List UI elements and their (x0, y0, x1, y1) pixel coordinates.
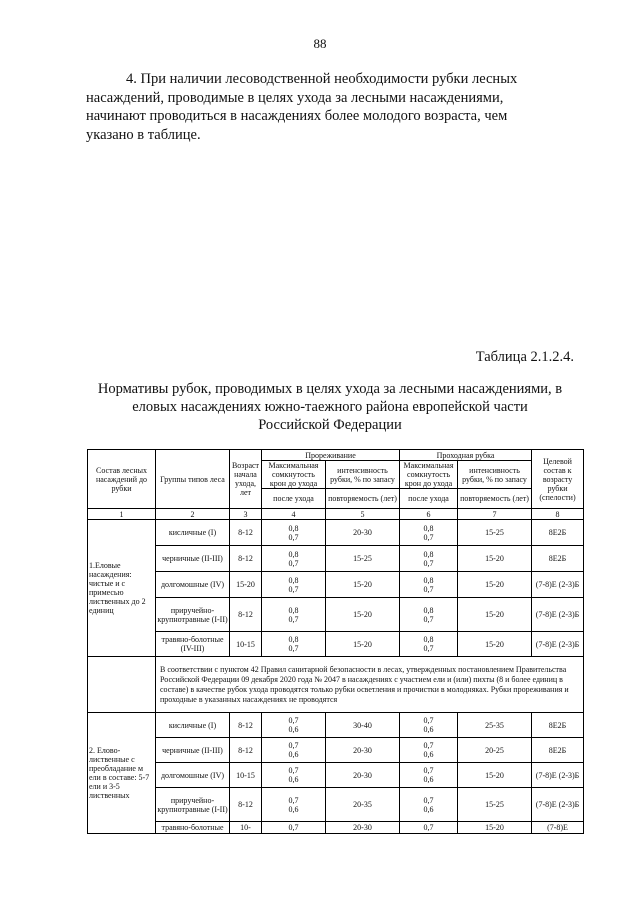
cell-closure: 0,8 0,7 (262, 546, 326, 572)
col-num: 7 (458, 509, 532, 520)
cell-closure: 0,8 0,7 (400, 520, 458, 546)
cell-target: 8Е2Б (532, 520, 584, 546)
cell-age: 8-12 (230, 520, 262, 546)
table-number-label: Таблица 2.1.2.4. (475, 349, 574, 365)
col-num: 5 (326, 509, 400, 520)
col-num: 1 (88, 509, 156, 520)
page-number: 88 (313, 36, 327, 51)
table-row (88, 738, 584, 763)
cell-forest-type: долгомошные (IV) (156, 572, 230, 598)
cell-intensity: 15-20 (326, 632, 400, 657)
cell-closure: 0,7 0,6 (400, 738, 458, 763)
cell-age: 8-12 (230, 713, 262, 738)
cell-closure: 0,8 0,7 (262, 572, 326, 598)
header-after-care: после ухода (400, 489, 458, 509)
cell-intensity: 15-20 (326, 572, 400, 598)
cell-intensity: 20-30 (326, 520, 400, 546)
norms-table (87, 449, 584, 834)
cell-closure: 0,7 0,6 (400, 788, 458, 822)
header-repeat: повторяемость (лет) (458, 489, 532, 509)
cell-closure: 0,8 0,7 (400, 598, 458, 632)
table-row (88, 713, 584, 738)
table-row (88, 520, 584, 546)
cell-age: 8-12 (230, 738, 262, 763)
cell-target: 8Е2Б (532, 738, 584, 763)
regulation-note: В соответствии с пунктом 42 Правил санитарной безопасности в лесах, утвержденных постановлением Правительства Российской Федерации 09 декабря 2020 года № 2047 в насаждениях с участием ели и (или) пихты (8 и более единиц в составе) в качестве рубок ухода проводятся только рубки осветления и прочистки в молодняках. Рубки прореживания и проходные в указанных насаждениях не проводятся (156, 657, 584, 713)
cell-closure: 0,8 0,7 (262, 598, 326, 632)
cell-closure: 0,8 0,7 (400, 572, 458, 598)
cell-closure: 0,7 0,6 (262, 788, 326, 822)
cell-closure: 0,7 0,6 (400, 713, 458, 738)
header-thinning: Прореживание (262, 450, 400, 461)
cell-intensity: 30-40 (326, 713, 400, 738)
header-repeat: повторяемость (лет) (326, 489, 400, 509)
cell-age: 10- (230, 822, 262, 834)
cell-closure: 0,7 (400, 822, 458, 834)
cell-forest-type: кисличные (I) (156, 713, 230, 738)
cell-forest-type: приручейно-крупнотравные (I-II) (156, 788, 230, 822)
cell-intensity: 15-20 (326, 598, 400, 632)
header-intensity: интенсивность рубки, % по запасу (458, 461, 532, 489)
cell-target: (7-8)Е (2-3)Б (532, 632, 584, 657)
cell-forest-type: травяно-болотные (IV-III) (156, 632, 230, 657)
cell-intensity: 15-20 (458, 822, 532, 834)
cell-intensity: 15-20 (458, 546, 532, 572)
cell-age: 10-15 (230, 763, 262, 788)
table-row (88, 763, 584, 788)
cell-age: 8-12 (230, 788, 262, 822)
table-row (88, 598, 584, 632)
empty-cell (88, 657, 156, 713)
table-row (88, 822, 584, 834)
header-max-closure: Максимальная сомкнутость крон до ухода (400, 461, 458, 489)
cell-forest-type: травяно-болотные (156, 822, 230, 834)
group-label: 1.Еловые насаждения: чистые и с примесью лиственных до 2 единиц (88, 520, 156, 657)
cell-forest-type: долгомошные (IV) (156, 763, 230, 788)
cell-age: 8-12 (230, 598, 262, 632)
cell-intensity: 20-30 (326, 763, 400, 788)
cell-age: 10-15 (230, 632, 262, 657)
cell-closure: 0,8 0,7 (400, 632, 458, 657)
header-composition: Состав лесных насаждений до рубки (88, 450, 156, 509)
cell-closure: 0,7 (262, 822, 326, 834)
cell-age: 15-20 (230, 572, 262, 598)
table-title-line: Нормативы рубок, проводимых в целях ухода за лесными насаждениями, в (97, 381, 563, 397)
cell-intensity: 15-20 (458, 763, 532, 788)
cell-intensity: 20-35 (326, 788, 400, 822)
cell-closure: 0,7 0,6 (262, 738, 326, 763)
cell-target: (7-8)Е (2-3)Б (532, 763, 584, 788)
cell-intensity: 15-25 (458, 520, 532, 546)
header-age: Возраст начала ухода, лет (230, 450, 262, 509)
cell-intensity: 15-20 (458, 572, 532, 598)
col-num: 8 (532, 509, 584, 520)
cell-closure: 0,8 0,7 (262, 632, 326, 657)
table-title-line: Российской Федерации (258, 417, 402, 433)
cell-intensity: 15-25 (458, 788, 532, 822)
table-row (88, 657, 584, 713)
paragraph-line: 4. При наличии лесоводственной необходимости рубки лесных (126, 71, 518, 87)
cell-closure: 0,8 0,7 (262, 520, 326, 546)
cell-forest-type: кисличные (I) (156, 520, 230, 546)
body-paragraph (86, 70, 572, 144)
header-forest-type: Группы типов леса (156, 450, 230, 509)
cell-age: 8-12 (230, 546, 262, 572)
cell-forest-type: приручейно-крупнотравные (I-II) (156, 598, 230, 632)
col-num: 4 (262, 509, 326, 520)
cell-forest-type: черничные (II-III) (156, 738, 230, 763)
cell-target: 8Е2Б (532, 713, 584, 738)
table-row (88, 546, 584, 572)
col-num: 2 (156, 509, 230, 520)
col-num: 6 (400, 509, 458, 520)
cell-target: (7-8)Е (2-3)Б (532, 598, 584, 632)
cell-closure: 0,7 0,6 (262, 763, 326, 788)
header-after-care: после ухода (262, 489, 326, 509)
cell-intensity: 15-20 (458, 598, 532, 632)
cell-intensity: 15-20 (458, 632, 532, 657)
paragraph-line: начинают проводиться в насаждениях более молодого возраста, чем (86, 108, 508, 124)
header-intensity: интенсивность рубки, % по запасу (326, 461, 400, 489)
cell-target: (7-8)Е (2-3)Б (532, 572, 584, 598)
cell-target: (7-8)Е (2-3)Б (532, 788, 584, 822)
cell-intensity: 15-25 (326, 546, 400, 572)
cell-forest-type: черничные (II-III) (156, 546, 230, 572)
cell-intensity: 20-30 (326, 738, 400, 763)
header-max-closure: Максимальная сомкнутость крон до ухода (262, 461, 326, 489)
cell-closure: 0,7 0,6 (262, 713, 326, 738)
cell-intensity: 25-35 (458, 713, 532, 738)
paragraph-line: насаждений, проводимые в целях ухода за лесными насаждениями, (86, 89, 504, 106)
cell-intensity: 20-30 (326, 822, 400, 834)
table-row (88, 572, 584, 598)
cell-target: (7-8)Е (532, 822, 584, 834)
paragraph-line: указано в таблице. (86, 126, 201, 143)
header-passing-cut: Проходная рубка (400, 450, 532, 461)
col-num: 3 (230, 509, 262, 520)
table-title-line: еловых насаждениях южно-таежного района европейской части (132, 399, 528, 415)
header-target-composition: Целевой состав к возрасту рубки (спелости) (532, 450, 584, 509)
cell-target: 8Е2Б (532, 546, 584, 572)
group-label: 2. Елово-лиственные с преобладание м ели в составе: 5-7 ели и 3-5 лиственных (88, 713, 156, 834)
table-row (88, 632, 584, 657)
table-row (88, 788, 584, 822)
cell-closure: 0,8 0,7 (400, 546, 458, 572)
table-title (80, 380, 580, 434)
cell-intensity: 20-25 (458, 738, 532, 763)
cell-closure: 0,7 0,6 (400, 763, 458, 788)
